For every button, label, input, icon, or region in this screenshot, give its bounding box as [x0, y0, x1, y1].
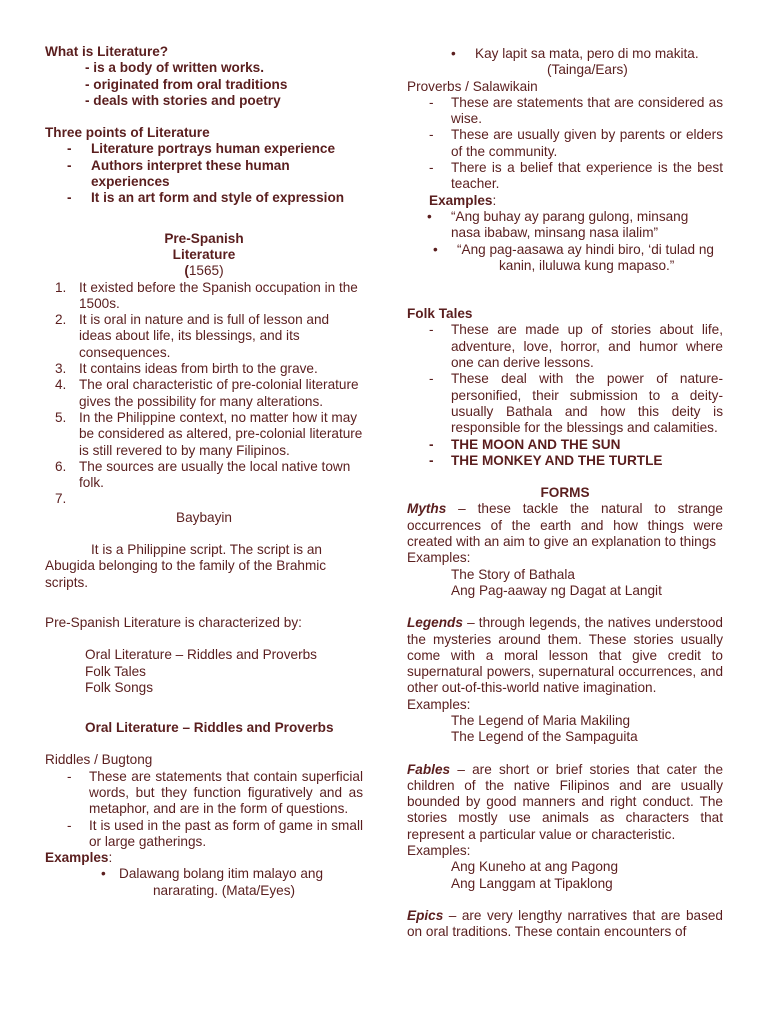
three-point-item: - It is an art form and style of expression	[45, 190, 363, 206]
definition-line: - is a body of written works.	[85, 60, 265, 76]
literature-heading: Literature	[172, 246, 236, 262]
epics-paragraph: Epics – are very lengthy narratives that are based on oral traditions. These contain encounters of	[407, 907, 723, 940]
legends-paragraph: Legends – through legends, the natives understood the mysteries around them. These stories usually come with a moral lesson that give credit to supernatural powers, supernatural occurrences, and other out-of-this-world native imagination.	[407, 615, 723, 696]
examples-label: Examples:	[407, 696, 471, 712]
dash-icon: -	[429, 452, 434, 468]
right-column	[407, 46, 723, 941]
riddle-example-cont: nararating. (Mata/Eyes)	[153, 882, 296, 898]
characterized-item: Folk Tales	[85, 663, 146, 679]
definition-line: - originated from oral traditions	[85, 76, 288, 92]
numbered-item: 3. It contains ideas from birth to the grave.	[55, 361, 318, 377]
dash-icon: -	[429, 436, 434, 452]
pre-spanish-heading: Pre-Spanish	[164, 230, 244, 246]
baybayin-paragraph: It is a Philippine script. The script is an Abugida belonging to the family of the Brahmic scripts.	[45, 542, 327, 590]
myth-example: The Story of Bathala	[451, 566, 575, 582]
characterized-by-line: Pre-Spanish Literature is characterized by:	[45, 614, 302, 630]
dash-icon: -	[67, 190, 72, 206]
proverb-example: • “Ang pag-aasawa ay hindi biro, ‘di tulad ng	[407, 242, 723, 258]
fable-example: Ang Langgam at Tipaklong	[451, 875, 613, 891]
riddles-point: - It is used in the past as form of game in small or large gatherings.	[45, 818, 363, 851]
myth-example: Ang Pag-aaway ng Dagat at Langit	[451, 582, 662, 598]
dash-icon: -	[429, 160, 434, 176]
proverbs-point: - These are statements that are considered as wise.	[407, 95, 723, 128]
bullet-icon: •	[427, 208, 432, 224]
what-is-literature-title: What is Literature?	[45, 44, 169, 59]
dash-icon: -	[67, 817, 72, 833]
numbered-item: 2. It is oral in nature and is full of lesson and ideas about life, its blessings, and its consequences.	[55, 312, 330, 360]
definition-line: - deals with stories and poetry	[85, 92, 281, 108]
pre-spanish-year: (1565)	[184, 263, 224, 279]
dash-icon: -	[429, 94, 434, 110]
examples-label: Examples:	[407, 550, 471, 566]
dash-icon: -	[67, 768, 72, 784]
numbered-item: 4. The oral characteristic of pre-colonial literature gives the possibility for many alterations.	[55, 377, 359, 409]
fable-example: Ang Kuneho at ang Pagong	[451, 859, 619, 875]
dash-icon: -	[429, 127, 434, 143]
three-point-item: - Authors interpret these human experiences	[45, 158, 363, 191]
bullet-icon: •	[101, 866, 106, 882]
dash-icon: -	[67, 157, 72, 173]
proverbs-title: Proverbs / Salawikain	[407, 78, 538, 94]
forms-heading: FORMS	[540, 485, 590, 501]
left-column	[45, 44, 363, 899]
examples-label: Examples:	[407, 843, 471, 859]
proverb-example-cont: kanin, iluluwa kung mapaso.”	[499, 257, 675, 273]
myths-paragraph: Myths – these tackle the natural to strange occurrences of the earth and how things were created with an aim to give an explanation to things	[407, 501, 723, 550]
bullet-icon: •	[451, 46, 456, 61]
riddle-answer: (Tainga/Ears)	[547, 62, 628, 78]
numbered-item: 5. In the Philippine context, no matter how it may be considered as altered, pre-colonial literature is still revered to by many Filipinos.	[55, 409, 363, 458]
folk-point: - These deal with the power of nature-personified, their submission to a deity- usually Bathala and how this deity is responsible for the blessings and calamities.	[407, 371, 723, 436]
examples-label: Examples:	[45, 850, 113, 866]
riddle-example: • Dalawang bolang itim malayo ang	[45, 866, 363, 882]
dash-icon: -	[429, 371, 434, 387]
folk-tale-title: - THE MOON AND THE SUN	[407, 437, 723, 453]
proverb-example: • “Ang buhay ay parang gulong, minsang	[407, 209, 723, 225]
dash-icon: -	[67, 141, 72, 157]
characterized-item: Oral Literature – Riddles and Proverbs	[85, 647, 317, 663]
riddle-example: • Kay lapit sa mata, pero di mo makita.	[407, 46, 723, 62]
proverbs-point: - There is a belief that experience is the best teacher.	[407, 160, 723, 193]
numbered-item: 1. It existed before the Spanish occupation in the 1500s.	[55, 279, 358, 311]
numbered-item: 7.	[55, 491, 67, 507]
proverb-example-cont: nasa ibabaw, minsang nasa ilalim”	[451, 225, 659, 241]
dash-icon: -	[429, 322, 434, 338]
fables-paragraph: Fables – are short or brief stories that cater the children of the native Filipinos and are usually bounded by good manners and right conduct. The stories mostly use animals as characters that represent a particular value or characteristic.	[407, 761, 723, 842]
oral-literature-heading: Oral Literature – Riddles and Proverbs	[85, 720, 334, 736]
three-points-title: Three points of Literature	[45, 125, 210, 141]
folk-point: - These are made up of stories about life, adventure, love, horror, and humor where one can derive lessons.	[407, 322, 723, 371]
three-point-item: - Literature portrays human experience	[45, 141, 363, 157]
baybayin-heading: Baybayin	[176, 509, 232, 525]
folk-tale-title: - THE MONKEY AND THE TURTLE	[407, 453, 723, 469]
legend-example: The Legend of Maria Makiling	[451, 712, 631, 728]
characterized-item: Folk Songs	[85, 679, 154, 695]
numbered-item: 6. The sources are usually the local native town folk.	[55, 458, 351, 491]
folk-tales-title: Folk Tales	[407, 306, 473, 322]
examples-label: Examples:	[429, 192, 497, 208]
bullet-icon: •	[433, 241, 438, 257]
proverbs-point: - These are usually given by parents or elders of the community.	[407, 127, 723, 160]
riddles-point: - These are statements that contain superficial words, but they function figuratively and as metaphor, and are in the form of questions.	[45, 769, 363, 818]
riddles-title: Riddles / Bugtong	[45, 752, 153, 768]
legend-example: The Legend of the Sampaguita	[451, 729, 638, 745]
